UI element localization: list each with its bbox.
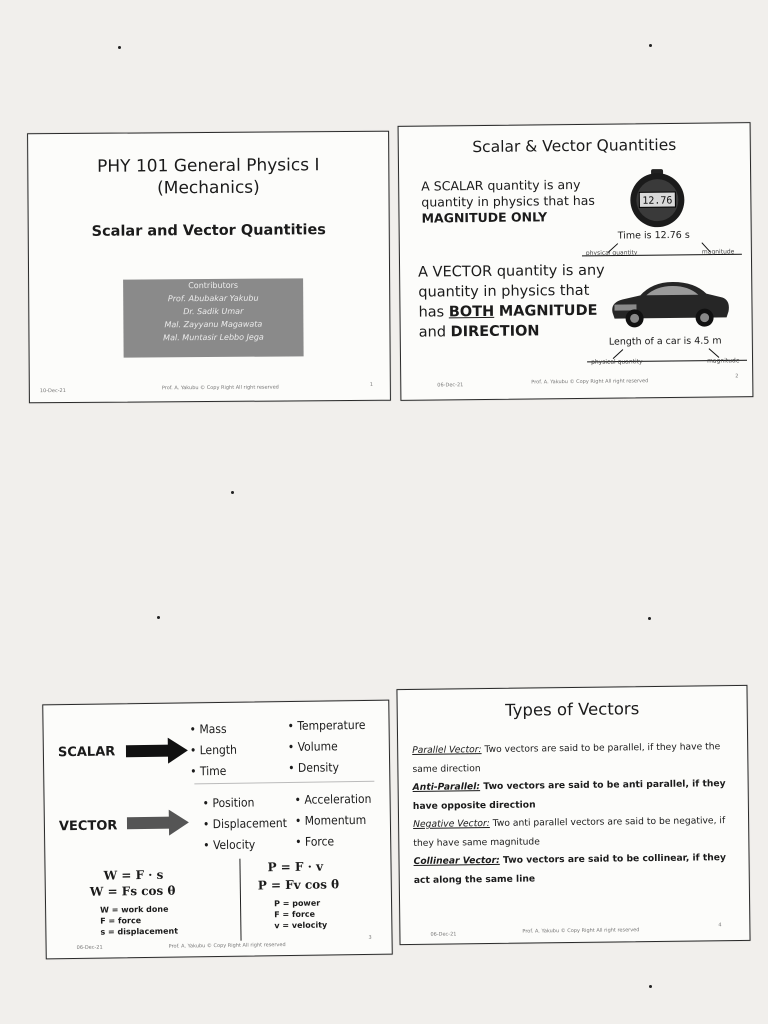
work-equation-1: W = F · s bbox=[103, 867, 164, 883]
vector-type-item bbox=[412, 738, 737, 779]
scalar-definition bbox=[421, 177, 601, 227]
scalar-word: SCALAR bbox=[433, 177, 484, 194]
vector-label: VECTOR bbox=[58, 818, 118, 835]
direction-word: DIRECTION bbox=[450, 323, 540, 341]
scalar-list-2 bbox=[287, 715, 366, 779]
physical-quantity-label: physical quantity bbox=[585, 249, 638, 257]
text: quantity is any quantity in physics that has bbox=[418, 262, 605, 321]
vector-type-term: Negative Vector: bbox=[413, 818, 490, 830]
stopwatch-icon bbox=[627, 168, 688, 229]
slide2-footer-copyright: Prof. A. Yakubu © Copy Right All right reserved bbox=[531, 378, 649, 386]
equations-divider bbox=[239, 859, 241, 941]
list-item: • Density bbox=[288, 760, 340, 776]
vector-type-term: Collinear Vector: bbox=[413, 854, 500, 867]
vector-type-item bbox=[413, 775, 738, 816]
magnitude-label: magnitude bbox=[701, 248, 735, 256]
vector-list-2 bbox=[294, 789, 372, 853]
stopwatch-display: 12.76 bbox=[642, 195, 673, 207]
definition: F = force bbox=[100, 916, 142, 926]
magnitude-label: magnitude bbox=[707, 357, 740, 365]
scan-speck bbox=[649, 985, 652, 988]
title-line-1: PHY 101 General Physics I bbox=[97, 155, 320, 177]
slide3-footer-copyright: Prof. A. Yakubu © Copy Right All right reserved bbox=[168, 942, 286, 950]
scalar-list-1 bbox=[189, 719, 237, 783]
slide1-footer-copyright: Prof. A. Yakubu © Copy Right All right reserved bbox=[161, 384, 279, 392]
list-item: • Position bbox=[202, 795, 255, 811]
slide3-footer-date: 06-Dec-21 bbox=[76, 944, 103, 951]
slide4-page-number: 4 bbox=[718, 922, 722, 929]
car-icon bbox=[608, 273, 733, 332]
scalar-arrow-icon bbox=[126, 737, 188, 764]
list-item: • Acceleration bbox=[294, 791, 372, 807]
contributor-name: Prof. Abubakar Yakubu bbox=[167, 293, 259, 304]
power-definitions bbox=[274, 897, 327, 931]
slide2-footer-date: 06-Dec-21 bbox=[437, 382, 464, 389]
definition: P = power bbox=[273, 898, 321, 909]
scan-speck bbox=[118, 46, 121, 49]
magnitude-only: MAGNITUDE ONLY bbox=[421, 209, 548, 226]
slide-4 bbox=[396, 685, 750, 945]
slide-2 bbox=[398, 122, 754, 401]
slide3-page-number: 3 bbox=[368, 934, 372, 941]
text: and bbox=[418, 324, 447, 341]
slide-1 bbox=[27, 131, 391, 404]
vector-type-term: Parallel Vector: bbox=[412, 744, 482, 756]
vector-type-item bbox=[413, 812, 738, 853]
scan-speck bbox=[231, 491, 234, 494]
vector-definition bbox=[418, 261, 619, 343]
definition: W = work done bbox=[100, 904, 169, 915]
contributor-name: Dr. Sadik Umar bbox=[183, 306, 244, 317]
contributors-box bbox=[123, 278, 304, 357]
vector-type-definition: Two vectors are said to be parallel, if they have the same direction bbox=[412, 741, 721, 775]
power-equation-1: P = F · v bbox=[267, 859, 324, 875]
slide4-footer-date: 06-Dec-21 bbox=[430, 931, 457, 938]
contributor-name: Mal. Zayyanu Magawata bbox=[164, 319, 263, 330]
text: A bbox=[418, 264, 429, 281]
definition: s = displacement bbox=[100, 926, 179, 937]
vector-word: VECTOR bbox=[432, 263, 493, 281]
vector-type-definition: Two vectors are said to be anti parallel, if they have opposite direction bbox=[412, 778, 726, 812]
definition: v = velocity bbox=[274, 920, 328, 931]
contributor-name: Mal. Muntasir Lebbo Jega bbox=[163, 332, 264, 343]
work-equation-2: W = Fs cos θ bbox=[89, 883, 176, 899]
list-item: • Force bbox=[295, 834, 335, 849]
slide4-footer-copyright: Prof. A. Yakubu © Copy Right All right reserved bbox=[522, 927, 640, 935]
time-caption: Time is 12.76 s bbox=[617, 229, 690, 242]
length-caption: Length of a car is 4.5 m bbox=[608, 335, 722, 348]
work-definitions bbox=[100, 904, 178, 938]
slide2-page-number: 2 bbox=[735, 373, 739, 380]
scalar-label: SCALAR bbox=[57, 744, 116, 761]
slide1-footer-date: 10-Dec-21 bbox=[39, 388, 66, 395]
list-item: • Displacement bbox=[202, 816, 288, 832]
contributors-heading: Contributors bbox=[188, 280, 239, 291]
slide-3 bbox=[42, 700, 393, 960]
power-equation-2: P = Fv cos θ bbox=[257, 877, 340, 893]
scan-speck bbox=[648, 617, 651, 620]
list-item: • Length bbox=[189, 742, 238, 758]
slide1-page-number: 1 bbox=[369, 381, 374, 388]
vector-type-definition: Two vectors are said to be collinear, if they act along the same line bbox=[413, 852, 727, 886]
both-word: BOTH bbox=[448, 303, 495, 321]
list-item: • Time bbox=[190, 763, 227, 779]
list-item: • Momentum bbox=[294, 812, 367, 828]
title-line-2: (Mechanics) bbox=[157, 177, 260, 199]
text: quantity is any quantity in physics that has bbox=[421, 176, 595, 210]
magnitude-word: MAGNITUDE bbox=[498, 302, 598, 320]
text: A bbox=[421, 178, 430, 194]
slide2-title: Scalar & Vector Quantities bbox=[472, 135, 677, 157]
scan-speck bbox=[157, 616, 160, 619]
list-item: • Temperature bbox=[287, 717, 366, 734]
vector-list-1 bbox=[202, 792, 287, 856]
definition: F = force bbox=[274, 909, 316, 920]
vector-types-list bbox=[412, 738, 739, 890]
slide1-title bbox=[28, 154, 388, 201]
scan-speck bbox=[649, 44, 652, 47]
vector-type-item bbox=[413, 849, 738, 890]
vector-type-definition: Two anti parallel vectors are said to be negative, if they have same magnitude bbox=[413, 815, 726, 849]
vector-type-term: Anti-Parallel: bbox=[412, 781, 481, 793]
list-item: • Volume bbox=[287, 739, 338, 755]
slide1-subtitle: Scalar and Vector Quantities bbox=[91, 222, 326, 240]
list-item: • Velocity bbox=[203, 837, 256, 853]
list-item: • Mass bbox=[189, 721, 227, 737]
vector-arrow-icon bbox=[127, 809, 189, 836]
physical-quantity-label: physical quantity bbox=[591, 358, 643, 366]
slide4-title: Types of Vectors bbox=[505, 699, 640, 720]
